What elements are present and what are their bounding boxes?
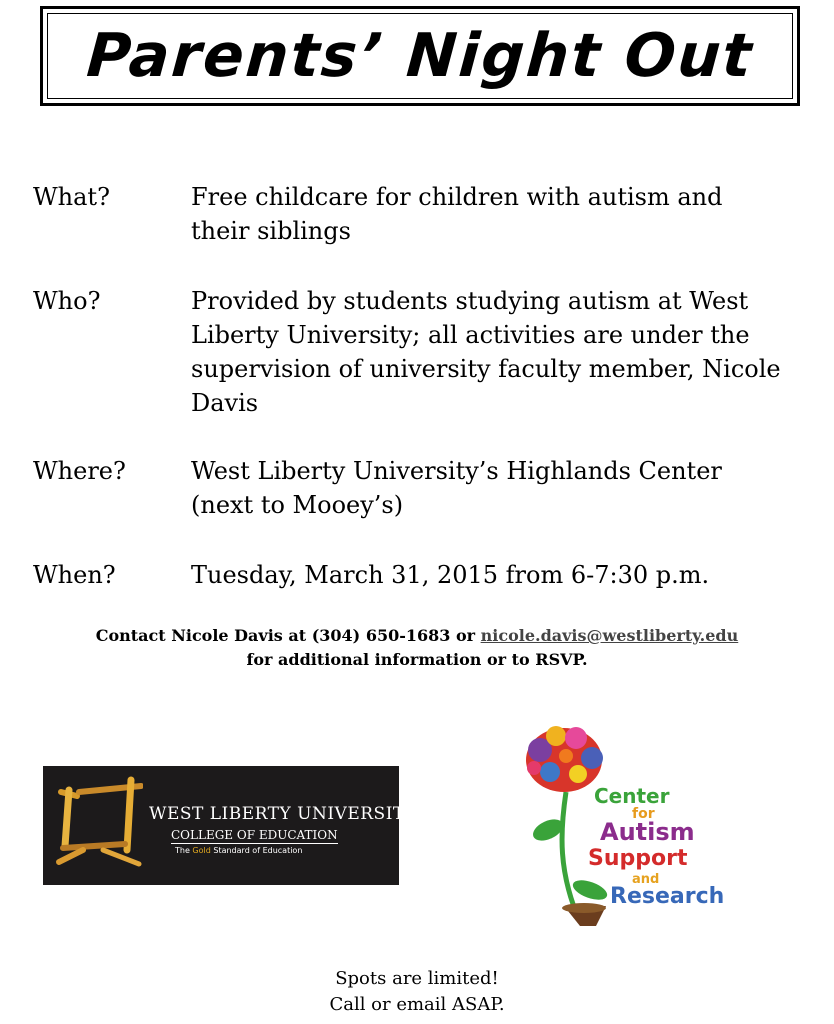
casr-for: for	[632, 806, 655, 822]
page-title: Parents’ Night Out	[84, 21, 756, 91]
casr-autism: Autism	[600, 818, 695, 846]
row-label: Where?	[33, 457, 126, 485]
wlu-logo	[43, 766, 417, 885]
row-value: Free childcare for children with autism and their siblings	[191, 183, 723, 245]
casr-logo	[520, 722, 725, 952]
tagline-pre: The	[175, 846, 193, 855]
tagline-gold: Gold	[192, 846, 211, 855]
casr-support: Support	[588, 846, 688, 871]
casr-center: Center	[594, 784, 670, 808]
row-value: West Liberty University’s Highlands Center (next to Mooey’s)	[191, 457, 722, 519]
row-label: Who?	[33, 287, 101, 315]
contact-line-2: for additional information or to RSVP.	[246, 650, 588, 669]
footer-line-1: Spots are limited!	[335, 968, 499, 989]
title-inner-border	[47, 13, 793, 99]
title-banner	[40, 6, 800, 106]
row-value: Tuesday, March 31, 2015 from 6-7:30 p.m.	[191, 561, 710, 589]
wlu-name: WEST LIBERTY UNIVERSITY	[149, 804, 417, 824]
contact-info	[0, 624, 834, 672]
row-value: Provided by students studying autism at West Liberty University; all activities are under the supervision of university faculty member, Nicole Davis	[191, 287, 781, 417]
wlu-college: COLLEGE OF EDUCATION	[171, 828, 338, 842]
row-label: What?	[33, 183, 110, 211]
footer-line-2: Call or email ASAP.	[329, 994, 505, 1015]
wlu-tagline	[175, 846, 302, 855]
casr-and: and	[632, 872, 660, 887]
email-link[interactable]: nicole.davis@westliberty.edu	[480, 626, 739, 645]
footer-note	[0, 966, 834, 1018]
contact-prefix: Contact Nicole Davis at (304) 650-1683 or	[95, 626, 481, 645]
contact-line-1	[0, 624, 834, 648]
tagline-post: Standard of Education	[210, 846, 303, 855]
row-label: When?	[33, 561, 116, 589]
wlu-emblem-icon	[43, 766, 143, 885]
casr-research: Research	[610, 884, 725, 909]
